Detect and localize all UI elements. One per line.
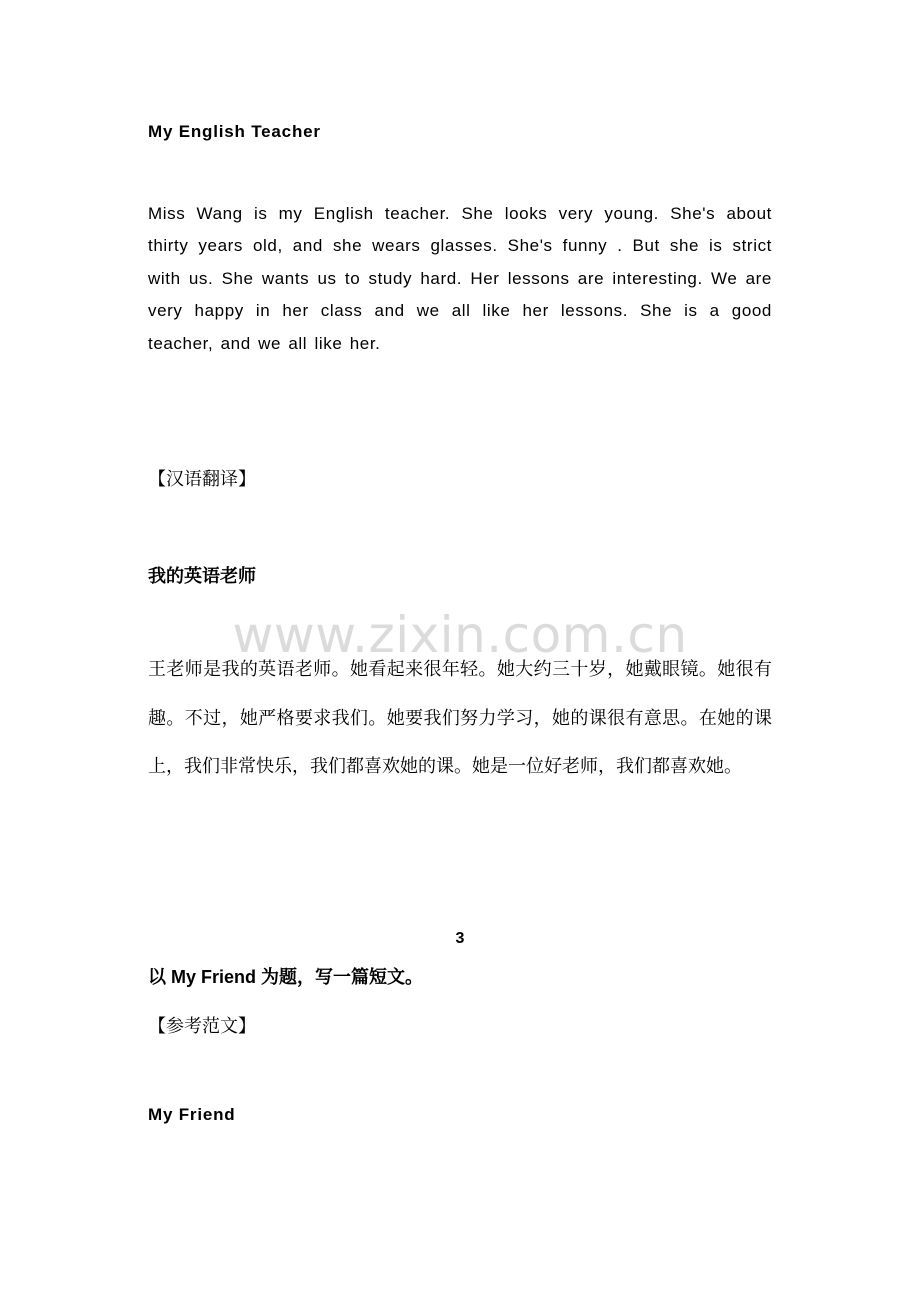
- watermark-text: www.zixin.com.cn: [232, 606, 688, 664]
- writing-prompt: 以 My Friend 为题，写一篇短文。: [148, 967, 424, 987]
- essay-title: My English Teacher: [148, 122, 321, 141]
- translation-body: 王老师是我的英语老师。她看起来很年轻。她大约三十岁，她戴眼镜。她很有趣。不过，她严格要求我们。她要我们努力学习，她的课很有意思。在她的课上，我们非常快乐，我们都喜欢她的课。她是一位好老师，我们都喜欢她。: [148, 659, 772, 776]
- page-number: 3: [455, 930, 465, 947]
- translation-title: 我的英语老师: [148, 566, 256, 586]
- essay-body: Miss Wang is my English teacher. She looks very young. She's about thirty years old, and she wears glasses. She's funny . But she is strict with us. She wants us to study hard. Her lessons are interesting. We are very happy in her class and we all like her lessons. She is a good teacher, and we all like her.: [148, 204, 772, 353]
- reference-label: 【参考范文】: [148, 1016, 256, 1036]
- reference-essay-title: My Friend: [148, 1105, 236, 1124]
- translation-label: 【汉语翻译】: [148, 469, 256, 489]
